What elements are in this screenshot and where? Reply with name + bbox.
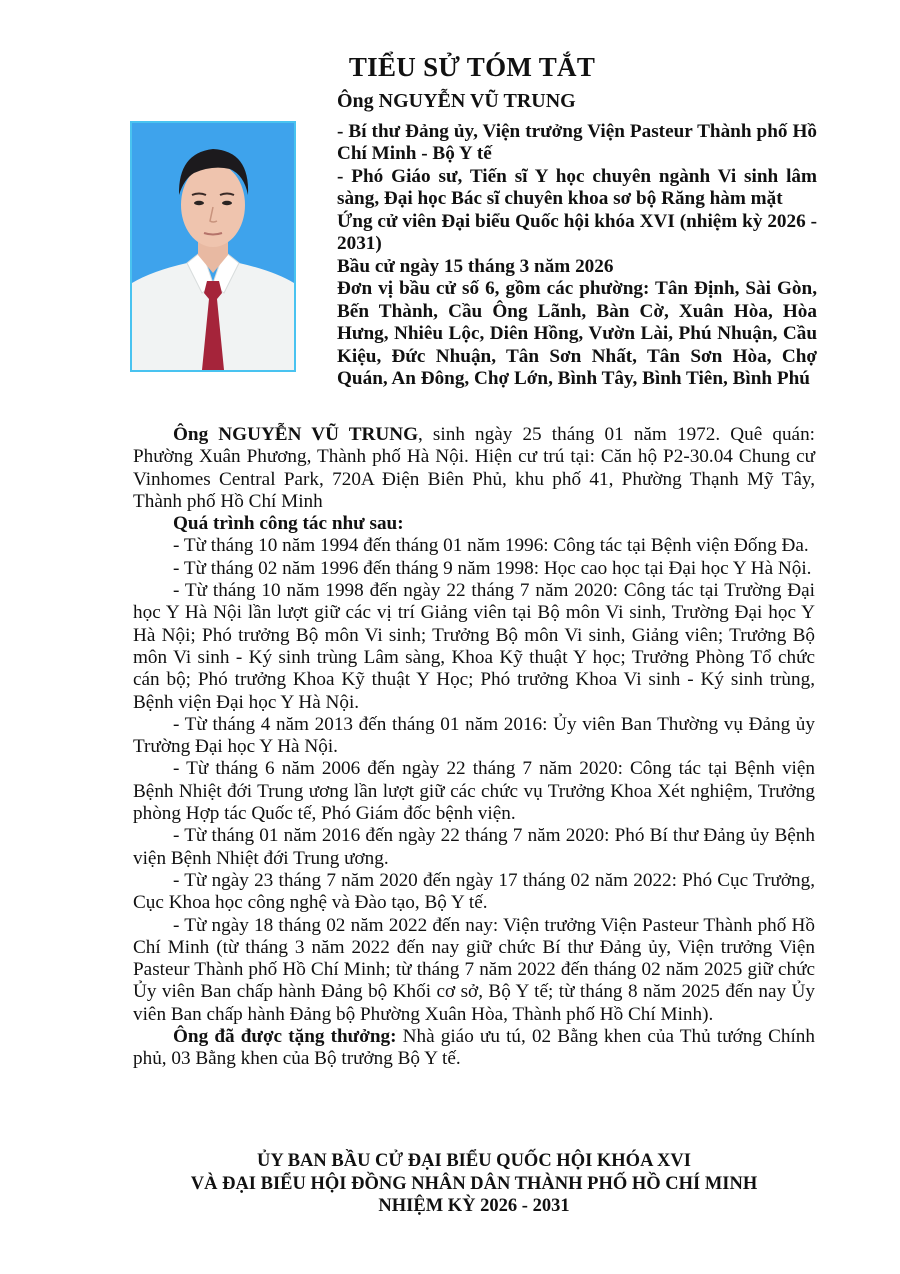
- constituency: Đơn vị bầu cử số 6, gồm các phường: Tân Định, Sài Gòn, Bến Thành, Cầu Ông Lãnh, Bàn Cờ, Xuân Hòa, Hòa Hưng, Nhiêu Lộc, Diên Hồng, Vườn Lài, Phú Nhuận, Cầu Kiệu, Đức Nhuận, Tân Sơn Nhất, Tân Sơn Hòa, Chợ Quán, An Đông, Chợ Lớn, Bình Tây, Bình Tiên, Bình Phú: [337, 278, 817, 389]
- awards-label: Ông đã được tặng thưởng:: [173, 1026, 397, 1048]
- bio-intro: [133, 424, 815, 513]
- awards-text: Nhà giáo ưu tú, 02 Bằng khen của Thủ tướng Chính phủ, 03 Bằng khen của Bộ trưởng Bộ Y tế.: [133, 1026, 815, 1070]
- biography-body: [133, 424, 815, 1071]
- candidate-position-2: - Phó Giáo sư, Tiến sĩ Y học chuyên ngành Vi sinh lâm sàng, Đại học Bác sĩ chuyên khoa sơ bộ Răng hàm mặt: [337, 165, 817, 209]
- career-item: - Từ ngày 23 tháng 7 năm 2020 đến ngày 17 tháng 02 năm 2022: Phó Cục Trưởng, Cục Khoa học công nghệ và Đào tạo, Bộ Y tế.: [133, 869, 815, 914]
- footer-line-3: NHIỆM KỲ 2026 - 2031: [378, 1196, 570, 1216]
- candidacy-statement: Ứng cử viên Đại biểu Quốc hội khóa XVI (nhiệm kỳ 2026 - 2031): [337, 210, 817, 254]
- candidate-name: Ông NGUYỄN VŨ TRUNG: [337, 90, 576, 112]
- career-item: - Từ tháng 10 năm 1994 đến tháng 01 năm 1996: Công tác tại Bệnh viện Đống Đa.: [173, 535, 809, 557]
- career-heading: Quá trình công tác như sau:: [173, 513, 404, 535]
- bio-name: Ông NGUYỄN VŨ TRUNG: [173, 424, 419, 445]
- footer-line-1: ỦY BAN BẦU CỬ ĐẠI BIỂU QUỐC HỘI KHÓA XVI: [257, 1151, 691, 1171]
- bio-intro-text: , sinh ngày 25 tháng 01 năm 1972. Quê quán: Phường Xuân Phương, Thành phố Hà Nội. Hiện cư trú tại: Căn hộ P2-30.04 Chung cư Vinhomes Central Park, 720A Điện Biên Phủ, khu phố 41, Phường Thạnh Mỹ Tây, Thành phố Hồ Chí Minh: [133, 424, 815, 512]
- portrait-photo: [130, 121, 296, 372]
- election-committee-footer: [133, 1150, 815, 1218]
- election-date: Bầu cử ngày 15 tháng 3 năm 2026: [337, 255, 614, 277]
- document-title: TIỂU SỬ TÓM TẮT: [348, 52, 596, 82]
- career-item: - Từ tháng 10 năm 1998 đến ngày 22 tháng 7 năm 2020: Công tác tại Trường Đại học Y Hà Nội lần lượt giữ các vị trí Giảng viên tại Bộ môn Vi sinh, Trường Đại học Y Hà Nội; Phó trưởng Bộ môn Vi sinh; Trưởng Bộ môn Vi sinh, Giảng viên; Trưởng Bộ môn Vi sinh - Ký sinh trùng Lâm sàng, Khoa Kỹ thuật Y học; Trưởng Phòng Tổ chức cán bộ; Phó trưởng Khoa Kỹ thuật Y Học; Phó trưởng Khoa Vi sinh - Ký sinh trùng, Bệnh viện Đại học Y Hà Nội.: [133, 580, 815, 713]
- career-item: - Từ ngày 18 tháng 02 năm 2022 đến nay: Viện trưởng Viện Pasteur Thành phố Hồ Chí Minh (từ tháng 3 năm 2022 đến nay giữ chức Bí thư Đảng ủy, Viện trưởng Viện Pasteur Thành phố Hồ Chí Minh; từ tháng 7 năm 2022 đến tháng 02 năm 2025 giữ chức Ủy viên Ban chấp hành Đảng bộ Khối cơ sở, Bộ Y tế; từ tháng 8 năm 2025 đến nay Ủy viên Ban chấp hành Đảng bộ Phường Xuân Hòa, Thành phố Hồ Chí Minh).: [133, 914, 815, 1025]
- career-item: - Từ tháng 01 năm 2016 đến ngày 22 tháng 7 năm 2020: Phó Bí thư Đảng ủy Bệnh viện Bệnh Nhiệt đới Trung ương.: [133, 825, 815, 869]
- portrait-image: [132, 123, 294, 370]
- career-item: - Từ tháng 4 năm 2013 đến tháng 01 năm 2016: Ủy viên Ban Thường vụ Đảng ủy Trường Đại học Y Hà Nội.: [133, 713, 815, 758]
- awards: [133, 1026, 815, 1071]
- career-item: - Từ tháng 6 năm 2006 đến ngày 22 tháng 7 năm 2020: Công tác tại Bệnh viện Bệnh Nhiệt đới Trung ương lần lượt giữ các chức vụ Trưởng Khoa Xét nghiệm, Trưởng phòng Hợp tác Quốc tế, Phó Giám đốc bệnh viện.: [133, 758, 815, 825]
- footer-line-2: VÀ ĐẠI BIỂU HỘI ĐỒNG NHÂN DÂN THÀNH PHỐ HỒ CHÍ MINH: [190, 1173, 758, 1194]
- candidate-header: [337, 90, 817, 391]
- candidate-position-1: - Bí thư Đảng ủy, Viện trưởng Viện Pasteur Thành phố Hồ Chí Minh - Bộ Y tế: [337, 120, 817, 164]
- career-item: - Từ tháng 02 năm 1996 đến tháng 9 năm 1998: Học cao học tại Đại học Y Hà Nội.: [173, 557, 812, 579]
